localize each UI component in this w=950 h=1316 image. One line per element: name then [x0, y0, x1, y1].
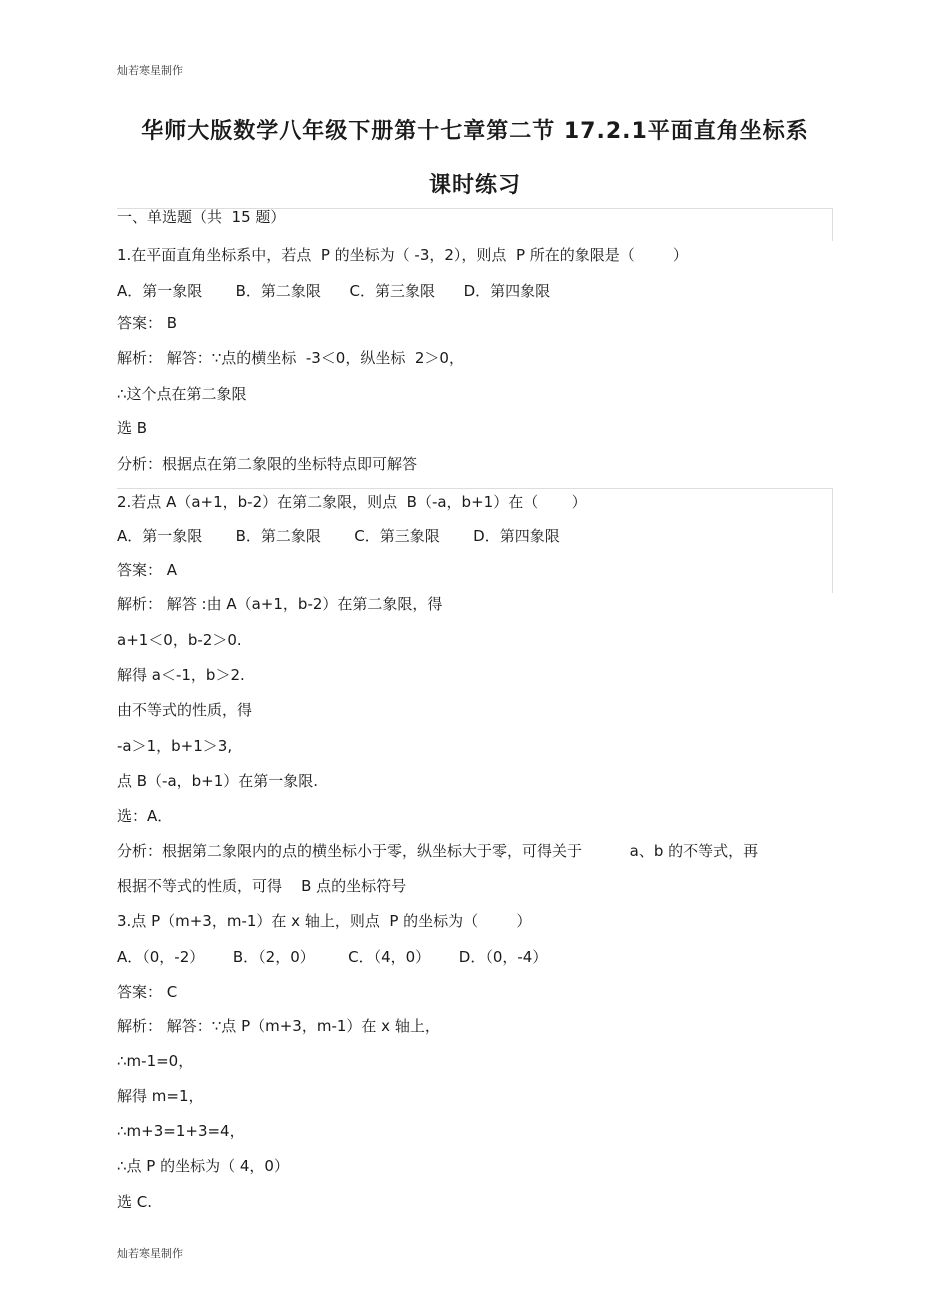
q3-step-1: ∴m-1=0，	[117, 1052, 194, 1070]
q2-step-4: -a＞1，b+1＞3,	[117, 737, 233, 755]
q3-step-2: 解得 m=1，	[117, 1087, 204, 1105]
q2-analysis: 分析：根据第二象限内的点的横坐标小于零，纵坐标大于零，可得关于 a、b 的不等式，再	[117, 842, 759, 860]
doc-title: 华师大版数学八年级下册第十七章第二节 17.2.1平面直角坐标系	[141, 119, 809, 144]
q2-choice: 选：A．	[117, 807, 173, 825]
q3-explanation: 解析： 解答：∵点 P（m+3，m-1）在 x 轴上，	[117, 1017, 440, 1035]
q1-options: A．第一象限 B．第二象限 C．第三象限 D．第四象限	[117, 282, 551, 300]
q3-options: A．（0，-2） B．（2，0） C．（4，0） D．（0，-4）	[117, 948, 548, 966]
question-2: 2.若点 A（a+1，b-2）在第二象限，则点 B（-a，b+1）在（ ）	[117, 493, 587, 511]
q2-step-3: 由不等式的性质，得	[117, 701, 253, 719]
q1-explanation: 解析： 解答：∵点的横坐标 -3＜0，纵坐标 2＞0，	[117, 349, 464, 367]
q2-explanation: 解析： 解答 :由 A（a+1，b-2）在第二象限，得	[117, 595, 443, 613]
q2-answer: 答案： A	[117, 561, 178, 579]
q3-step-4: ∴点 P 的坐标为（ 4，0）	[117, 1157, 289, 1175]
q3-choice: 选 C.	[117, 1193, 153, 1211]
q2-step-5: 点 B（-a，b+1）在第一象限.	[117, 772, 319, 790]
q1-choice: 选 B	[117, 419, 148, 437]
page-footer: 灿若寒星制作	[117, 1247, 183, 1260]
q2-options: A．第一象限 B．第二象限 C．第三象限 D．第四象限	[117, 527, 560, 545]
q1-analysis: 分析：根据点在第二象限的坐标特点即可解答	[117, 455, 418, 473]
q2-step-2: 解得 a＜-1，b＞2.	[117, 666, 245, 684]
q1-answer: 答案： B	[117, 314, 178, 332]
q1-explanation-2: ∴这个点在第二象限	[117, 385, 247, 403]
q2-analysis-2: 根据不等式的性质，可得 B 点的坐标符号	[117, 877, 407, 895]
q3-step-3: ∴m+3=1+3=4，	[117, 1122, 245, 1140]
page-header: 灿若寒星制作	[117, 64, 183, 77]
q3-answer: 答案： C	[117, 983, 178, 1001]
q2-step-1: a+1＜0，b-2＞0.	[117, 631, 242, 649]
doc-subtitle: 课时练习	[428, 173, 521, 198]
question-1: 1.在平面直角坐标系中，若点 P 的坐标为（ -3，2），则点 P 所在的象限是（ ）	[117, 246, 688, 264]
question-3: 3.点 P（m+3，m-1）在 x 轴上，则点 P 的坐标为（ ）	[117, 912, 532, 930]
section-heading: 一、单选题（共 15 题）	[117, 208, 286, 226]
